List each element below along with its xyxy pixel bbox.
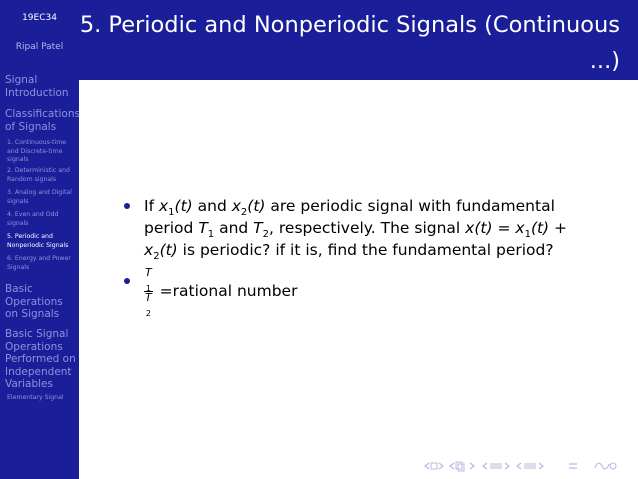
slide-content (124, 195, 594, 319)
subsubsection-nav-icon[interactable] (516, 460, 544, 472)
section-nav-icon[interactable] (482, 460, 510, 472)
sidebar-item-analog-digital[interactable]: 3. Analog and Digital signals (7, 189, 72, 205)
slide-title: 5. Periodic and Nonperiodic Signals (Continuous (79, 12, 620, 38)
beamer-navigation-bar (424, 460, 634, 472)
bullet-rational-number: T $_1$ T $_2$ =rational number (124, 267, 594, 316)
bullet-periodic-question: If $x_1(t)$ and $x_2(t)$ are periodic signal with fundamental period $T_1$ and $T_2$, respectively. The signal $x(t) = x_1(t) + x_2(t)$ is periodic? if it is, find the fundamental period? (124, 195, 594, 261)
sidebar-section-classifications[interactable]: Classifications of Signals (5, 108, 80, 133)
frame-nav-icon[interactable] (424, 460, 444, 472)
sidebar-item-even-odd[interactable]: 4. Even and Odd signals (7, 211, 59, 227)
subsection-nav-icon[interactable] (449, 460, 475, 472)
bullet-marker (124, 203, 130, 209)
sidebar-section-basic-signal-operations[interactable]: Basic Signal Operations Performed on Independent Variables (5, 328, 76, 390)
sidebar-item-periodic-nonperiodic[interactable]: 5. Periodic and Nonperiodic Signals (7, 233, 69, 249)
sidebar-item-deterministic-random[interactable]: 2. Deterministic and Random signals (7, 167, 70, 183)
sidebar-section-signal-introduction[interactable]: Signal Introduction (5, 74, 69, 99)
fraction-t1-over-t2: T $_1$ T $_2$ (145, 266, 152, 319)
sidebar-item-energy-power[interactable]: 6. Energy and Power Signals (7, 255, 71, 271)
sidebar-section-basic-operations[interactable]: Basic Operations on Signals (5, 283, 63, 320)
search-icon[interactable] (594, 460, 618, 472)
sidebar-item-elementary-signal[interactable]: Elementary Signal (7, 394, 64, 401)
slide-title-continuation: ...) (589, 48, 620, 74)
sidebar (0, 0, 79, 479)
align-icon[interactable] (567, 460, 579, 472)
bullet-marker (124, 278, 130, 284)
sidebar-item-continuous-discrete[interactable]: 1. Continuous-time and Discrete-time signals (7, 139, 67, 163)
course-code: 19EC34 (22, 13, 57, 23)
slide-title-bar (79, 0, 638, 80)
author-name: Ripal Patel (15, 42, 64, 52)
